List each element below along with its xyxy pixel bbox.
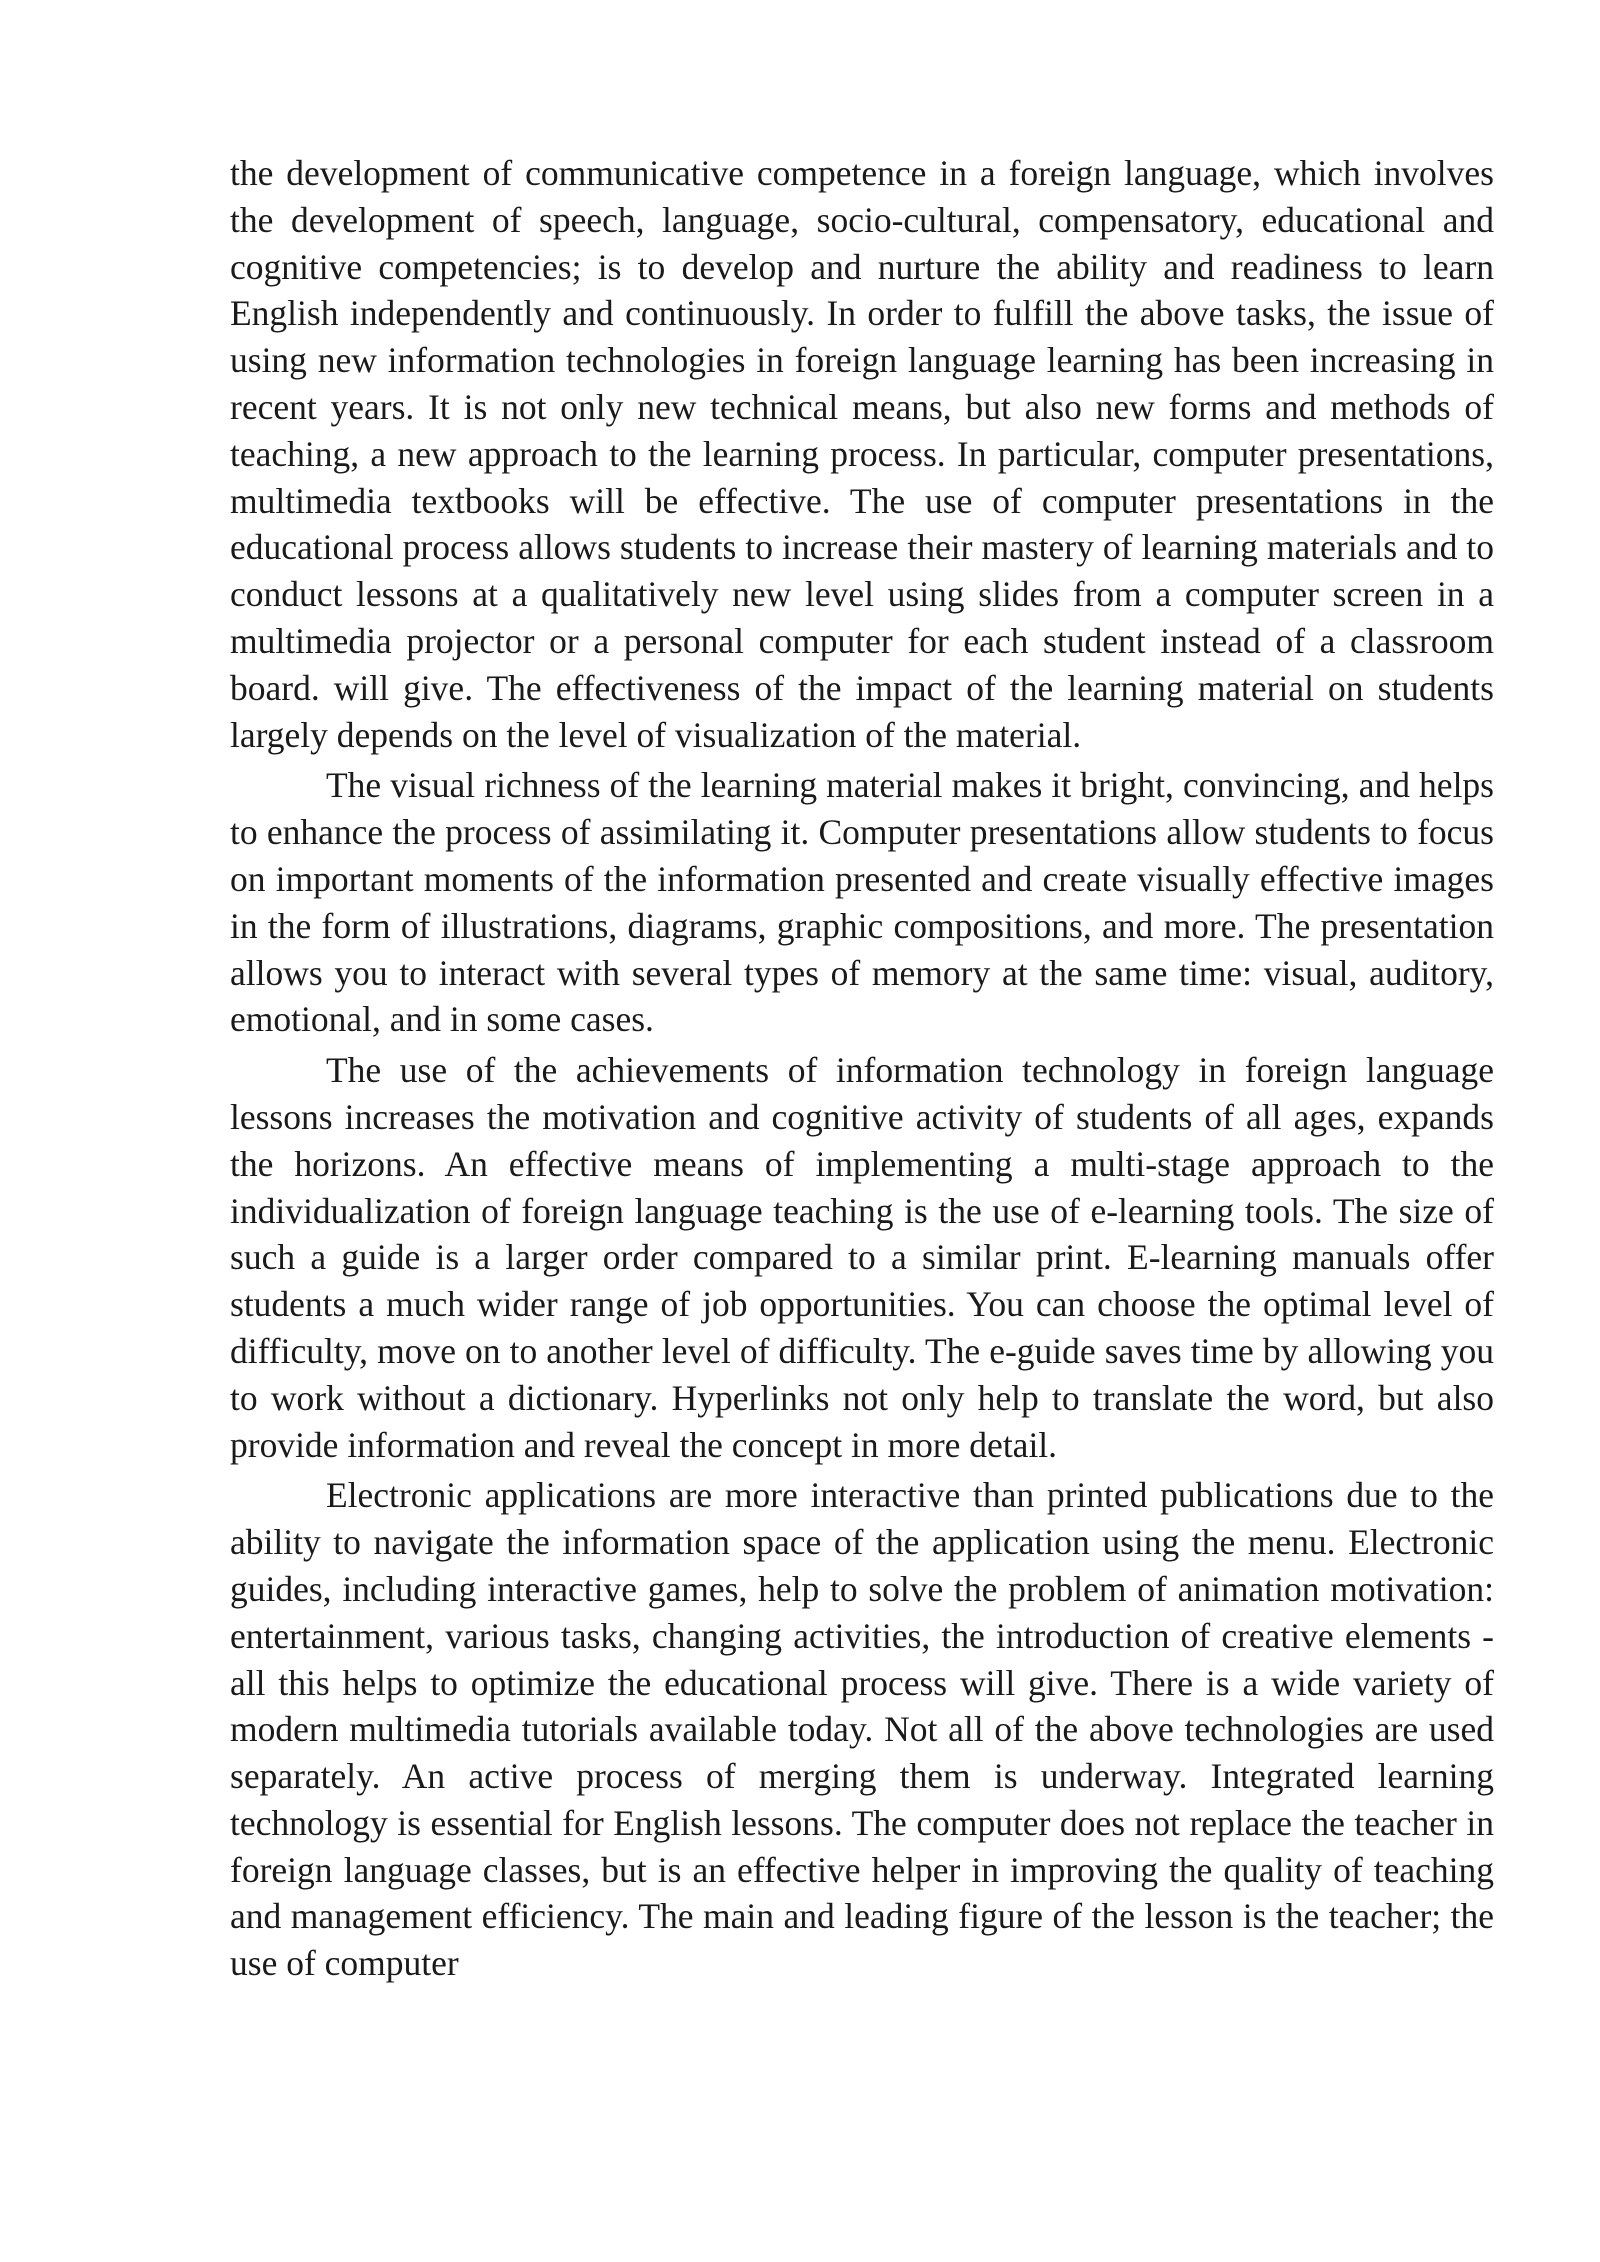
- paragraph-2: The visual richness of the learning material makes it bright, convincing, and helps to enhance the process of assimilating it. Computer presentations allow students to focus on important moments of the information presented and create visually effective images in the form of illustrations, diagrams, graphic compositions, and more. The presentation allows you to interact with several types of memory at the same time: visual, auditory, emotional, and in some cases.: [230, 765, 1494, 1040]
- paragraph-3: The use of the achievements of information technology in foreign language lessons increases the motivation and cognitive activity of students of all ages, expands the horizons. An effective means of implementing a multi-stage approach to the individualization of foreign language teaching is the use of e-learning tools. The size of such a guide is a larger order compared to a similar print. E-learning manuals offer students a much wider range of job opportunities. You can choose the optimal level of difficulty, move on to another level of difficulty. The e-guide saves time by allowing you to work without a dictionary. Hyperlinks not only help to translate the word, but also provide information and reveal the concept in more detail.: [230, 1050, 1494, 1465]
- paragraph-4: Electronic applications are more interactive than printed publications due to the ability to navigate the information space of the application using the menu. Electronic guides, including interactive games, help to solve the problem of animation motivation: entertainment, various tasks, changing activities, the introduction of creative elements - all this helps to optimize the educational process will give. There is a wide variety of modern multimedia tutorials available today. Not all of the above technologies are used separately. An active process of merging them is underway. Integrated learning technology is essential for English lessons. The computer does not replace the teacher in foreign language classes, but is an effective helper in improving the quality of teaching and management efficiency. The main and leading figure of the lesson is the teacher; the use of computer: [230, 1475, 1494, 1984]
- paragraph-1: the development of communicative competence in a foreign language, which involves the development of speech, language, socio-cultural, compensatory, educational and cognitive competencies; is to develop and nurture the ability and readiness to learn English independently and continuously. In order to fulfill the above tasks, the issue of using new information technologies in foreign language learning has been increasing in recent years. It is not only new technical means, but also new forms and methods of teaching, a new approach to the learning process. In particular, computer presentations, multimedia textbooks will be effective. The use of computer presentations in the educational process allows students to increase their mastery of learning materials and to conduct lessons at a qualitatively new level using slides from a computer screen in a multimedia projector or a personal computer for each student instead of a classroom board. will give. The effectiveness of the impact of the learning material on students largely depends on the level of visualization of the material.: [230, 153, 1494, 755]
- document-page: [230, 150, 1494, 1991]
